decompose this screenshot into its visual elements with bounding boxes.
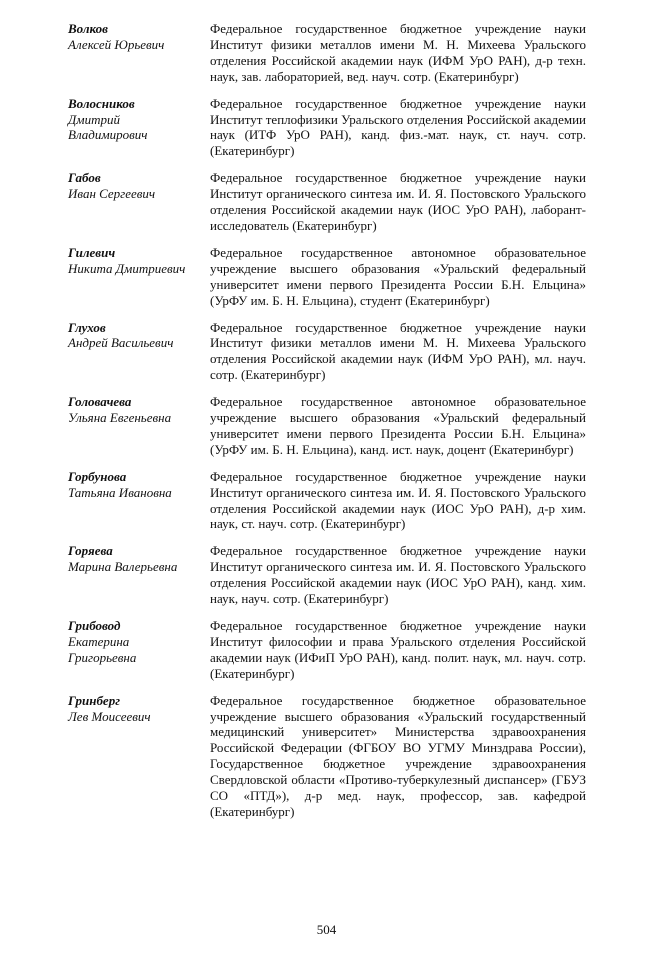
author-given-name: Никита Дмитриевич bbox=[68, 260, 186, 276]
author-affiliation: Федеральное государственное автономное образовательное учреждение высшего образования «Уральский федеральный университет имени первого Президента России Б.Н. Ельцина» (УрФУ им. Б. Н. Ельцина), студент (Екатеринбург) bbox=[210, 244, 586, 308]
author-entry bbox=[68, 543, 586, 607]
author-affiliation: Федеральное государственное бюджетное образовательное учреждение высшего образования «Уральский государственный медицинский университет» Министерства здравоохранения Российской Федерации (ФГБОУ ВО УГМУ Минздрава России), Государственное бюджетное учреждение здравоохранения Свердловской области «Противо-туберкулезный диспансер» (ГБУЗ СО «ПТД»), д-р мед. наук, профессор, зав. кафедрой (Екатеринбург) bbox=[210, 692, 586, 819]
author-affiliation: Федеральное государственное бюджетное учреждение науки Институт теплофизики Уральского отделения Российской академии наук (ИТФ УрО РАН), канд. физ.-мат. наук, ст. науч. сотр. (Екатеринбург) bbox=[210, 95, 586, 159]
author-name bbox=[68, 21, 210, 53]
author-name bbox=[68, 693, 210, 725]
author-affiliation: Федеральное государственное бюджетное учреждение науки Институт философии и права Уральского отделения Российской академии наук (ИФиП УрО РАН), канд. полит. наук, мл. науч. сотр. (Екатеринбург) bbox=[210, 618, 586, 681]
author-surname: Глухов bbox=[68, 319, 106, 335]
author-affiliation: Федеральное государственное бюджетное учреждение науки Институт физики металлов имени М. Н. Михеева Уральского отделения Российской академии наук (ИФМ УрО РАН), мл. науч. сотр. (Екатеринбург) bbox=[210, 319, 586, 383]
author-entry bbox=[68, 245, 586, 309]
author-patronymic: Григорьевна bbox=[68, 649, 137, 665]
author-name bbox=[68, 245, 210, 277]
author-surname: Волосников bbox=[68, 95, 135, 111]
author-affiliation: Федеральное государственное бюджетное учреждение науки Институт органического синтеза им. И. Я. Постовского Уральского отделения Российской академии наук (ИОС УрО РАН), канд. хим. наук, науч. сотр. (Екатеринбург) bbox=[210, 543, 586, 607]
author-entry bbox=[68, 170, 586, 234]
author-name bbox=[68, 543, 210, 575]
author-entry bbox=[68, 618, 586, 682]
author-name bbox=[68, 618, 210, 666]
author-name bbox=[68, 170, 210, 202]
author-list bbox=[68, 21, 586, 820]
author-name bbox=[68, 469, 210, 501]
author-name bbox=[68, 320, 210, 352]
author-entry bbox=[68, 394, 586, 458]
author-entry bbox=[68, 96, 586, 160]
author-given-name: Дмитрий bbox=[68, 111, 120, 127]
author-surname: Горбунова bbox=[68, 468, 127, 484]
author-given-name: Лев Моисеевич bbox=[68, 708, 151, 724]
author-surname: Гилевич bbox=[68, 244, 116, 260]
author-name bbox=[68, 394, 210, 426]
author-surname: Волков bbox=[68, 21, 108, 36]
author-surname: Гринберг bbox=[68, 692, 120, 708]
author-given-name: Иван Сергеевич bbox=[68, 186, 156, 202]
author-surname: Грибовод bbox=[68, 618, 121, 633]
author-entry bbox=[68, 21, 586, 85]
author-affiliation: Федеральное государственное бюджетное учреждение науки Институт органического синтеза им. И. Я. Постовского Уральского отделения Российской академии наук (ИОС УрО РАН), д-р хим. наук, ст. науч. сотр. (Екатеринбург) bbox=[210, 468, 586, 532]
author-surname: Горяева bbox=[68, 543, 113, 559]
author-entry bbox=[68, 320, 586, 384]
author-given-name: Екатерина bbox=[68, 633, 130, 649]
author-affiliation: Федеральное государственное бюджетное учреждение науки Институт органического синтеза им. И. Я. Постовского Уральского отделения Российской академии наук (ИОС УрО РАН), лаборант-исследователь (Екатеринбург) bbox=[210, 170, 586, 233]
author-patronymic: Владимирович bbox=[68, 127, 148, 143]
author-surname: Габов bbox=[68, 170, 101, 186]
author-entry bbox=[68, 469, 586, 533]
author-given-name: Татьяна Ивановна bbox=[68, 484, 172, 500]
author-affiliation: Федеральное государственное бюджетное учреждение науки Институт физики металлов имени М. Н. Михеева Уральского отделения Российской академии наук (ИФМ УрО РАН), д-р техн. наук, зав. лабораторией, вед. науч. сотр. (Екатеринбург) bbox=[210, 21, 586, 84]
author-surname: Головачева bbox=[68, 394, 132, 410]
page-number: 504 bbox=[316, 922, 337, 937]
author-given-name: Алексей Юрьевич bbox=[68, 36, 165, 52]
author-entry bbox=[68, 693, 586, 820]
author-name bbox=[68, 96, 210, 144]
author-given-name: Андрей Васильевич bbox=[68, 335, 174, 351]
author-given-name: Ульяна Евгеньевна bbox=[68, 410, 172, 426]
author-given-name: Марина Валерьевна bbox=[68, 559, 178, 575]
author-affiliation: Федеральное государственное автономное образовательное учреждение высшего образования «Уральский федеральный университет имени первого Президента России Б.Н. Ельцина» (УрФУ им. Б. Н. Ельцина), канд. ист. наук, доцент (Екатеринбург) bbox=[210, 394, 586, 457]
